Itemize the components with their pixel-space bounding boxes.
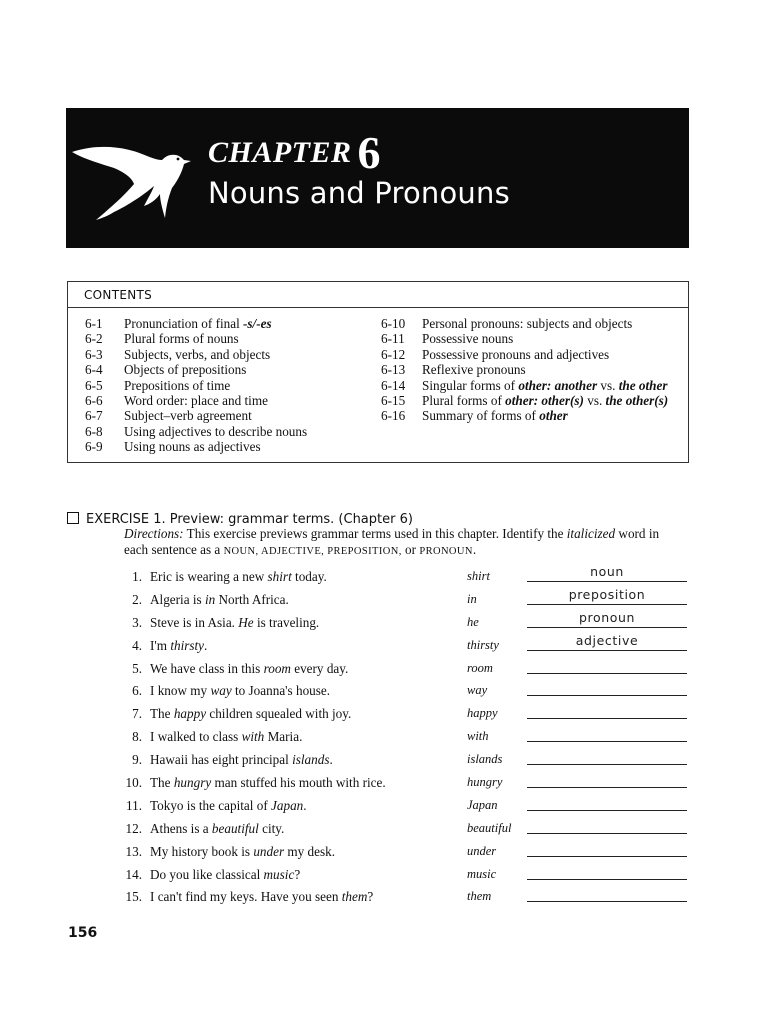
toc-row: [85, 347, 375, 362]
toc-keyword: -s/-es: [243, 316, 272, 331]
toc-number: 6-3: [85, 346, 103, 362]
answer-line[interactable]: [527, 856, 687, 857]
item-term: way: [467, 683, 488, 698]
item-sentence: [150, 615, 319, 631]
toc-row: [85, 316, 375, 331]
directions-end: .: [472, 541, 477, 557]
toc-title: [124, 439, 375, 454]
item-term: music: [467, 866, 497, 881]
answer-line[interactable]: [527, 810, 687, 811]
toc-text-part: vs.: [597, 377, 619, 393]
sentence-start: I'm: [150, 637, 171, 653]
toc-number: 6-14: [381, 377, 406, 393]
sentence-start: Athens is a: [150, 820, 212, 836]
toc-text-part: vs.: [583, 393, 606, 409]
toc-title: [422, 393, 686, 408]
toc-title: [422, 362, 686, 377]
toc-title: [422, 331, 686, 346]
toc-title: [124, 408, 375, 423]
toc-title: [422, 408, 686, 423]
answer-line[interactable]: [527, 901, 687, 902]
sentence-end: every day.: [290, 660, 349, 676]
answer-line[interactable]: [527, 833, 687, 834]
sentence-end: .: [329, 752, 333, 768]
sentence-start: The: [150, 775, 174, 791]
italicized-word: under: [253, 843, 285, 859]
answer-line[interactable]: [527, 741, 687, 742]
exercise-item: [112, 750, 692, 773]
toc-text-part: Possessive nouns: [422, 331, 514, 347]
exercise-title: EXERCISE 1. Preview: grammar terms. (Chapter 6): [86, 512, 413, 527]
exercise-item: [112, 681, 692, 704]
directions-or: or: [401, 541, 420, 557]
sentence-start: The: [150, 706, 174, 722]
italicized-word: music: [263, 866, 295, 882]
directions-italic: italicized: [566, 526, 616, 541]
exercise-item: [112, 727, 692, 750]
toc-row: [85, 362, 375, 377]
italicized-word: hungry: [173, 775, 212, 791]
item-sentence: [150, 706, 351, 722]
checkbox-icon: [67, 512, 79, 524]
toc-title: [124, 331, 375, 346]
item-term: happy: [467, 706, 498, 721]
toc-text-part: Plural forms of nouns: [124, 331, 239, 347]
sentence-start: Hawaii has eight principal: [150, 752, 293, 768]
toc-row: [85, 408, 375, 423]
sentence-start: I know my: [150, 683, 211, 699]
italicized-word: He: [238, 614, 254, 630]
item-sentence: [150, 821, 284, 837]
toc-number: 6-8: [85, 423, 103, 439]
exercise-directions: [124, 526, 664, 559]
item-sentence: [150, 844, 335, 860]
item-number: 2.: [132, 591, 142, 607]
item-number: 8.: [132, 729, 142, 745]
handwritten-answer: preposition: [568, 586, 646, 602]
toc-title: [422, 316, 686, 331]
item-number: 13.: [125, 843, 142, 859]
exercise-item: [112, 773, 692, 796]
chapter-word: CHAPTER: [208, 136, 352, 169]
toc-row: [85, 378, 375, 393]
toc-number: 6-9: [85, 439, 103, 455]
toc-keyword: other: another: [518, 377, 598, 393]
toc-row: [381, 362, 686, 377]
item-sentence: [150, 661, 348, 677]
exercise-item: [112, 704, 692, 727]
toc-text-part: Personal pronouns: subjects and objects: [422, 316, 633, 331]
item-sentence: [150, 592, 289, 608]
toc-text-part: Reflexive pronouns: [422, 362, 526, 378]
toc-title: [124, 424, 375, 439]
chapter-heading: [208, 120, 381, 178]
sentence-start: Eric is wearing a new: [150, 569, 268, 584]
sentence-start: I can't find my keys. Have you seen: [150, 889, 342, 905]
toc-number: 6-11: [381, 331, 405, 347]
toc-number: 6-15: [381, 393, 406, 409]
exercise-item: [112, 865, 692, 888]
toc-row: [381, 331, 686, 346]
chapter-banner: [66, 108, 689, 248]
sentence-start: I walked to class: [150, 729, 242, 745]
italicized-word: islands: [292, 752, 330, 768]
answer-line[interactable]: [527, 764, 687, 765]
toc-title: [124, 362, 375, 377]
toc-number: 6-7: [85, 408, 103, 424]
item-number: 5.: [132, 660, 142, 676]
sentence-end: ?: [367, 889, 374, 905]
item-term: he: [467, 614, 479, 629]
sentence-start: My history book is: [150, 843, 254, 859]
answer-line[interactable]: [527, 627, 687, 628]
toc-text-part: Using nouns as adjectives: [124, 439, 261, 455]
directions-text-2: word in each sentence as a: [124, 526, 660, 557]
item-number: 10.: [125, 775, 142, 791]
item-sentence: [150, 638, 207, 654]
item-term: beautiful: [467, 820, 512, 835]
sentence-end: to Joanna's house.: [231, 683, 331, 699]
contents-right-column: [381, 316, 686, 424]
item-number: 3.: [132, 614, 142, 630]
exercise-item: [112, 887, 692, 910]
toc-text-part: Subject–verb agreement: [124, 408, 252, 424]
item-sentence: [150, 729, 302, 745]
item-sentence: [150, 775, 386, 791]
handwritten-answer: pronoun: [578, 609, 636, 625]
item-sentence: [150, 889, 373, 905]
toc-text-part: Using adjectives to describe nouns: [124, 423, 308, 439]
toc-text-part: Subjects, verbs, and objects: [124, 346, 271, 362]
item-number: 14.: [125, 866, 142, 882]
sentence-end: .: [204, 637, 208, 653]
directions-text-1: This exercise previews grammar terms used in this chapter. Identify the: [183, 526, 567, 541]
exercise-item: [112, 632, 692, 659]
sentence-start: Do you like classical: [150, 866, 264, 882]
answer-line[interactable]: [527, 879, 687, 880]
toc-number: 6-6: [85, 393, 103, 409]
answer-line[interactable]: [527, 581, 687, 582]
italicized-word: with: [241, 729, 265, 745]
sentence-start: Algeria is: [150, 591, 205, 607]
sentence-end: is traveling.: [253, 614, 320, 630]
sentence-end: city.: [258, 820, 285, 836]
italicized-word: happy: [173, 706, 207, 722]
item-term: room: [467, 660, 493, 675]
toc-row: [381, 316, 686, 331]
toc-text-part: Plural forms of: [422, 393, 506, 409]
italicized-word: Japan: [271, 797, 304, 813]
sentence-end: children squealed with joy.: [206, 706, 352, 722]
italicized-word: way: [210, 683, 232, 699]
page-number: 156: [68, 925, 98, 941]
exercise-heading: [67, 512, 413, 527]
contents-heading: CONTENTS: [68, 282, 688, 308]
toc-number: 6-2: [85, 331, 103, 347]
toc-row: [381, 408, 686, 423]
item-number: 4.: [132, 637, 142, 653]
toc-text-part: Prepositions of time: [124, 377, 231, 393]
toc-text-part: Objects of prepositions: [124, 362, 247, 378]
item-sentence: [150, 752, 333, 768]
exercise-item: [112, 796, 692, 819]
item-term: islands: [467, 752, 503, 767]
sentence-start: Steve is in Asia.: [150, 614, 239, 630]
sentence-end: North Africa.: [215, 591, 289, 607]
directions-options: NOUN, ADJECTIVE, PREPOSITION,: [223, 545, 402, 557]
handwritten-answer: noun: [590, 564, 624, 579]
answer-line[interactable]: [527, 650, 687, 651]
directions-last: PRONOUN: [419, 545, 473, 557]
sentence-end: ?: [294, 866, 301, 882]
sentence-end: Maria.: [264, 729, 303, 745]
toc-keyword: the other: [618, 377, 668, 393]
italicized-word: in: [204, 591, 216, 607]
item-sentence: [150, 798, 307, 814]
item-term: thirsty: [467, 637, 499, 652]
toc-text-part: Pronunciation of final: [124, 316, 244, 331]
toc-row: [85, 439, 375, 454]
exercise-item: [112, 842, 692, 865]
toc-title: [124, 393, 375, 408]
italicized-word: room: [263, 660, 291, 676]
item-term: in: [467, 591, 477, 606]
item-number: 7.: [132, 706, 142, 722]
toc-keyword: other: [539, 408, 568, 424]
item-number: 11.: [126, 797, 142, 813]
toc-number: 6-12: [381, 346, 406, 362]
toc-title: [422, 347, 686, 362]
toc-title: [124, 347, 375, 362]
handwritten-answer: adjective: [575, 632, 639, 648]
toc-number: 6-4: [85, 362, 103, 378]
sentence-start: Tokyo is the capital of: [150, 797, 272, 813]
toc-row: [381, 393, 686, 408]
italicized-word: them: [341, 889, 368, 905]
item-term: hungry: [467, 775, 503, 790]
item-number: 9.: [132, 752, 142, 768]
item-number: 12.: [125, 820, 142, 836]
exercise-item: [112, 819, 692, 842]
contents-box: [67, 281, 689, 463]
exercise-item: [112, 659, 692, 682]
swallow-icon: [70, 138, 198, 222]
item-sentence: [150, 683, 330, 699]
contents-left-column: [85, 316, 375, 455]
item-term: under: [467, 843, 497, 858]
toc-title: [124, 316, 375, 331]
item-number: 15.: [125, 889, 142, 905]
italicized-word: beautiful: [211, 820, 259, 836]
toc-text-part: Possessive pronouns and adjectives: [422, 346, 610, 362]
item-sentence: [150, 867, 300, 883]
item-term: with: [467, 729, 489, 744]
sentence-start: We have class in this: [150, 660, 264, 676]
toc-row: [381, 378, 686, 393]
toc-number: 6-5: [85, 377, 103, 393]
toc-row: [381, 347, 686, 362]
chapter-number: 6: [357, 127, 381, 178]
toc-row: [85, 331, 375, 346]
toc-keyword: the other(s): [605, 393, 669, 409]
toc-number: 6-10: [381, 316, 406, 331]
answer-line[interactable]: [527, 695, 687, 696]
toc-text-part: Word order: place and time: [124, 393, 268, 409]
italicized-word: shirt: [267, 569, 292, 584]
sentence-end: .: [303, 797, 307, 813]
directions-label: Directions:: [124, 526, 184, 541]
item-number: 6.: [132, 683, 142, 699]
answer-line[interactable]: [527, 787, 687, 788]
toc-keyword: other: other(s): [505, 393, 584, 409]
answer-line[interactable]: [527, 673, 687, 674]
sentence-end: my desk.: [284, 843, 336, 859]
item-term: Japan: [467, 797, 498, 812]
toc-number: 6-16: [381, 408, 406, 424]
toc-row: [85, 393, 375, 408]
toc-row: [85, 424, 375, 439]
toc-text-part: Singular forms of: [422, 377, 519, 393]
sentence-end: today.: [291, 569, 327, 584]
item-sentence: [150, 569, 327, 585]
toc-text-part: Summary of forms of: [422, 408, 540, 424]
answer-line[interactable]: [527, 718, 687, 719]
toc-title: [124, 378, 375, 393]
answer-line[interactable]: [527, 604, 687, 605]
italicized-word: thirsty: [170, 637, 205, 653]
toc-number: 6-13: [381, 362, 406, 378]
item-term: shirt: [467, 569, 490, 583]
exercise-items: [112, 564, 692, 910]
sentence-end: man stuffed his mouth with rice.: [211, 775, 386, 791]
chapter-title: Nouns and Pronouns: [208, 176, 510, 210]
item-term: them: [467, 889, 492, 904]
item-number: 1.: [132, 569, 142, 584]
toc-number: 6-1: [85, 316, 103, 331]
toc-title: [422, 378, 686, 393]
